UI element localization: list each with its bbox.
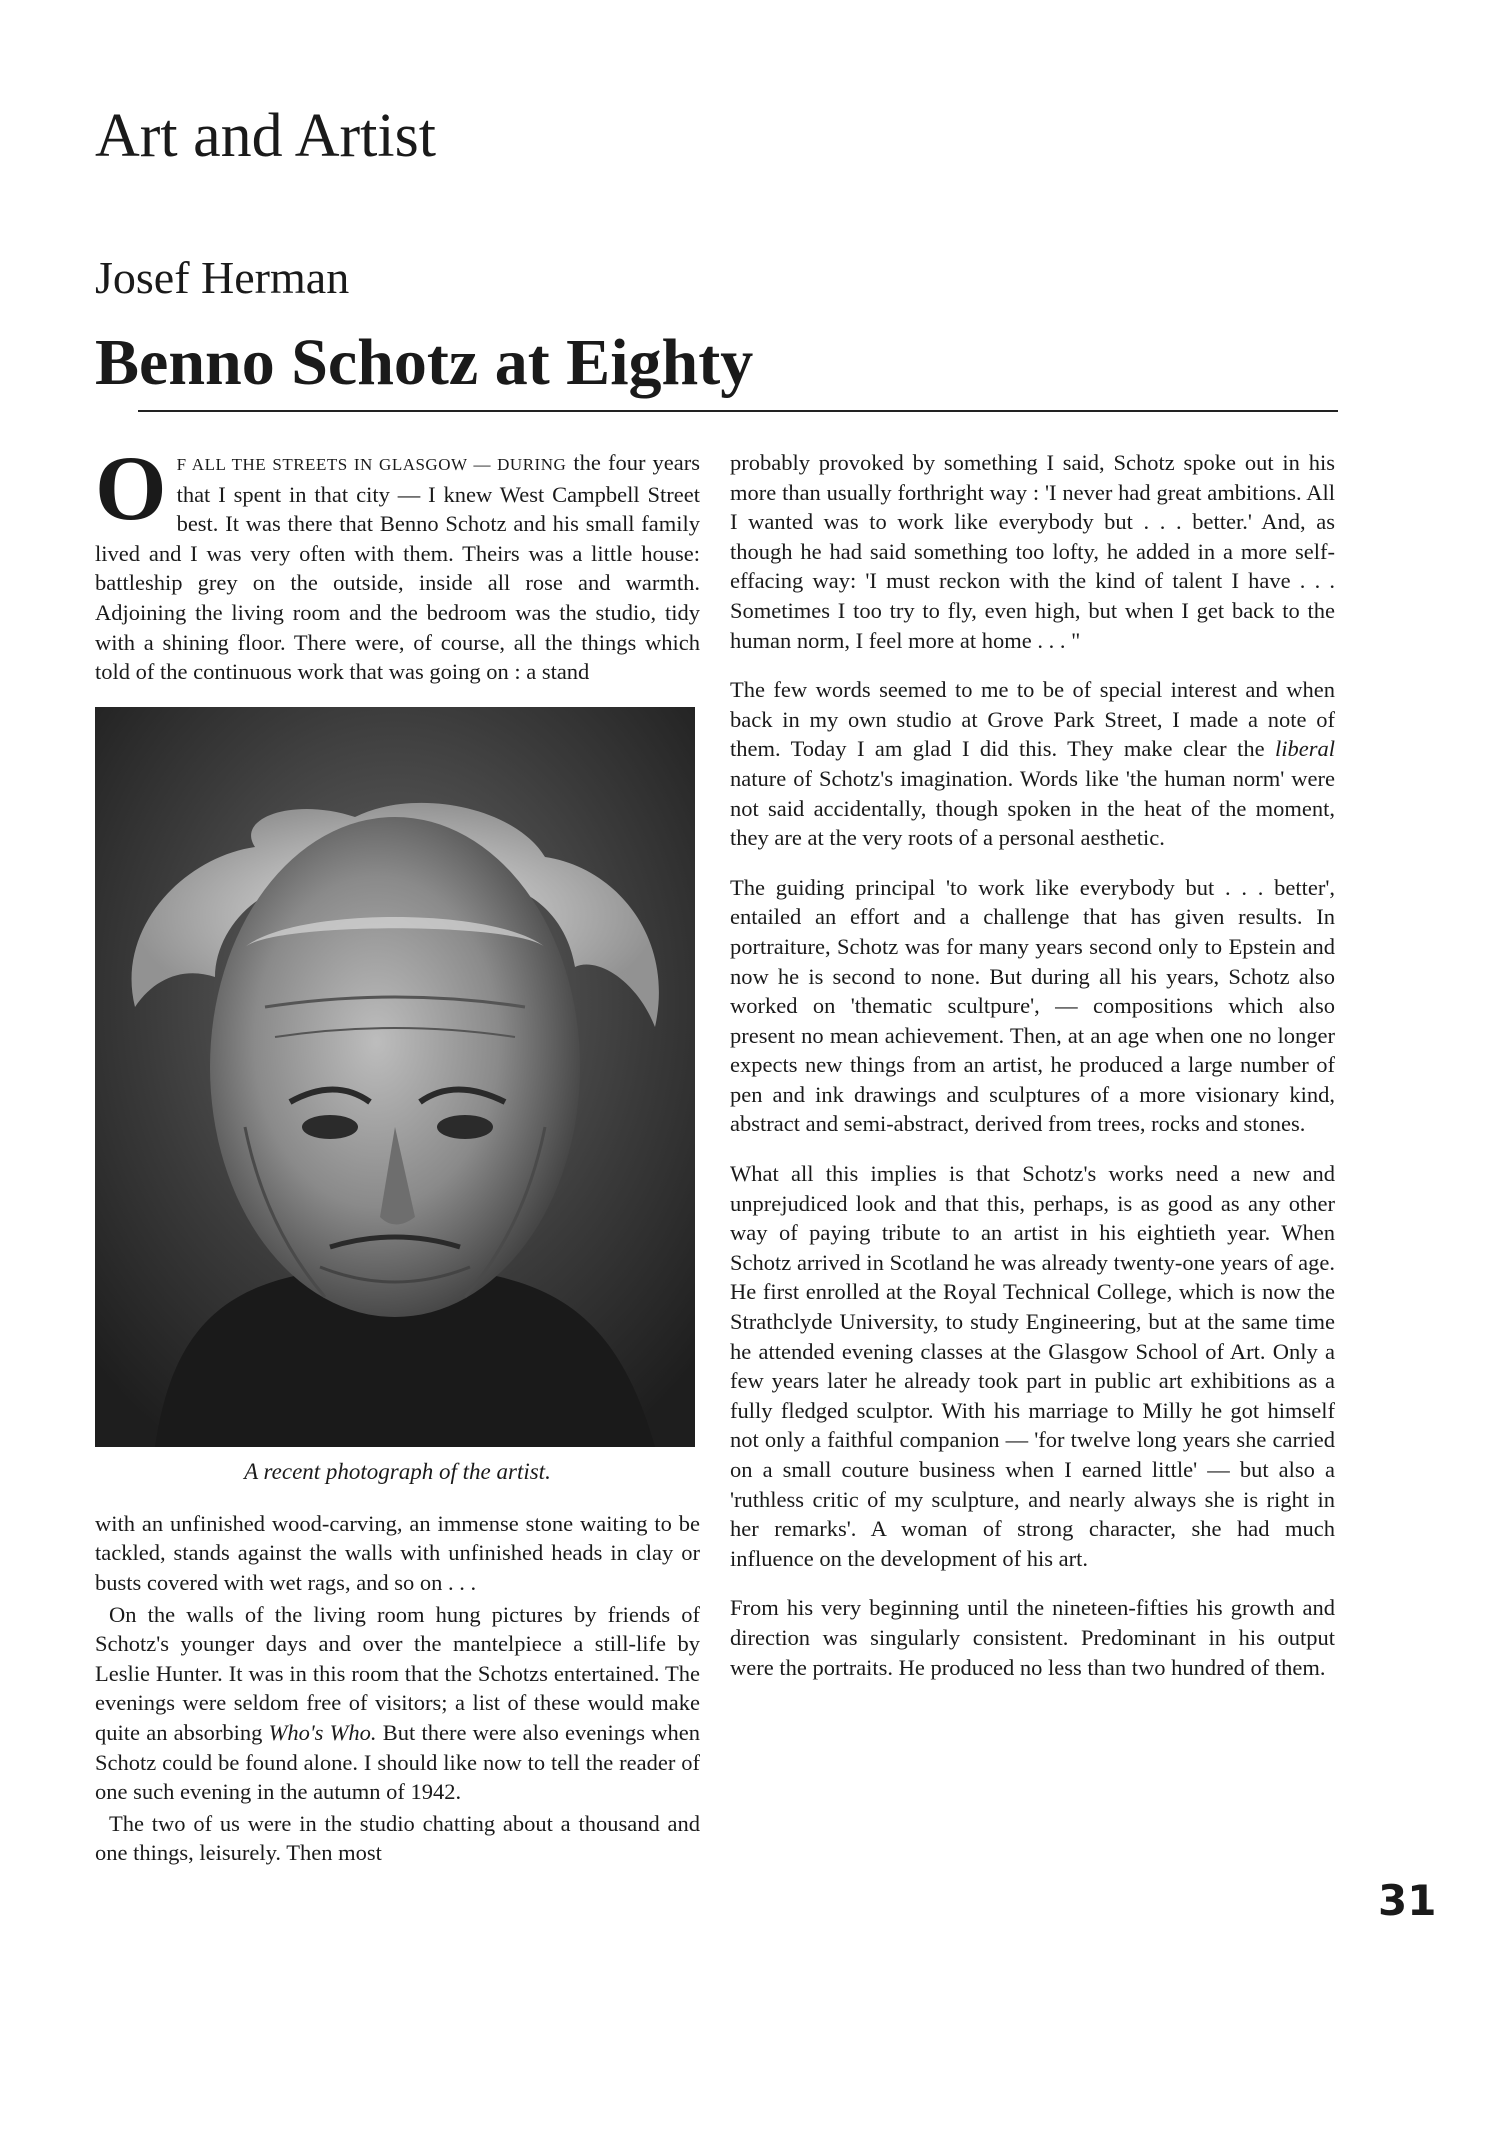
left-column [95,437,701,1868]
paragraph-quote: probably provoked by something I said, Schotz spoke out in his more than usually forthright way : 'I never had great ambitions. All I wanted was to work like everybody but . . . better.' And, as though he had said something too lofty, he added in a more self-effacing way: 'I must reckon with the kind of talent I have . . . Sometimes I too try to fly, even high, but when I get back to the human norm, I feel more at home . . . " [730,450,1335,653]
photo-caption: A recent photograph of the artist. [244,1458,551,1484]
section-title: Art and Artist [95,102,436,170]
header-rule [138,410,1338,412]
drop-cap: O [95,437,167,539]
artist-photograph [95,707,695,1447]
note-text: The few words seemed to me to be of special interest and when back in my own studio at Grove Park Street, I made a note of them. Today I am glad I did this. They make clear the [730,677,1335,762]
paragraph-opening [95,437,701,687]
paragraph-studio: with an unfinished wood-carving, an immense stone waiting to be tackled, stands against the walls with unfinished heads in clay or busts covered with wet rags, and so on . . . [95,1510,700,1595]
paragraph-biography: What all this implies is that Schotz's works need a new and unprejudiced look and that this, perhaps, is as good as any other way of paying tribute to an artist in his eightieth year. When Schotz arrived in Scotland he was already twenty-one years of age. He first enrolled at the Royal Technical College, which is now the Strathclyde University, to study Engineering, but at the same time he attended evening classes at the Glasgow School of Art. Only a few years later he already took part in public art exhibitions as a fully fledged sculptor. With his marriage to Milly he got himself not only a faithful companion — 'for twelve long years she carried on a small couture business when I earned little' — but also a 'ruthless critic of my sculpture, and nearly always she is right in her remarks'. A woman of strong character, she had much influence on the development of his art. [730,1161,1335,1571]
paragraph-principle: The guiding principal 'to work like everybody but . . . better', entailed an effort and a challenge that has given results. In portraiture, Schotz was for many years second only to Epstein and now he is second to none. But during all his years, Schotz also worked on 'thematic scultpure', — compositions which also present no mean achievement. Then, at an age when one no longer expects new things from an artist, he produced a large number of pen and ink drawings and sculptures of a more visionary kind, abstract and semi-abstract, derived from trees, rocks and stones. [730,874,1335,1137]
article-headline: Benno Schotz at Eighty [95,326,754,399]
living-room-text-end: But there were also evenings when Schotz could be found alone. I should like now to tell the reader of one such evening in the autumn of 1942. [95,1719,700,1805]
opening-text: the four years that I spent in that city — I knew West Campbell Street best. It was there that Benno Schotz and his small family lived and I was very often with them. Theirs was a little house: battleship grey on the outside, inside all rose and warmth. Adjoining the living room and the bedroom was the studio, tidy with a shining floor. There were, of course, all the things which told of the continuous work that was going on : a stand [95,450,701,685]
liberal-italic: liberal [1275,736,1335,762]
paragraph-studio-chat: The two of us were in the studio chatting about a thousand and one things, leisurely. Then most [95,1810,700,1866]
paragraph-beginnings: From his very beginning until the nineteen-fifties his growth and direction was singularly consistent. Predominant in his output were the portraits. He produced no less than two hundred of them. [730,1595,1335,1680]
right-column [730,448,1335,1682]
author-name: Josef Herman [95,252,350,303]
paragraph-living-room [95,1600,700,1807]
paragraph-note [730,675,1335,853]
opening-smallcaps: F ALL THE STREETS IN GLASGOW — DURING [176,455,567,474]
note-text-end: nature of Schotz's imagination. Words like 'the human norm' were not said accidentally, though spoken in the heat of the moment, they are at the very roots of a personal aesthetic. [730,765,1335,851]
whos-who-italic: Who's Who. [268,1719,377,1745]
living-room-text: On the walls of the living room hung pictures by friends of Schotz's younger days and over the mantelpiece a still-life by Leslie Hunter. It was in this room that the Schotzs entertained. The evenings were seldom free of visitors; a list of these would make quite an absorbing [95,1601,700,1745]
portrait-illustration [95,707,695,1447]
page-number: 31 [1378,1876,1437,1925]
